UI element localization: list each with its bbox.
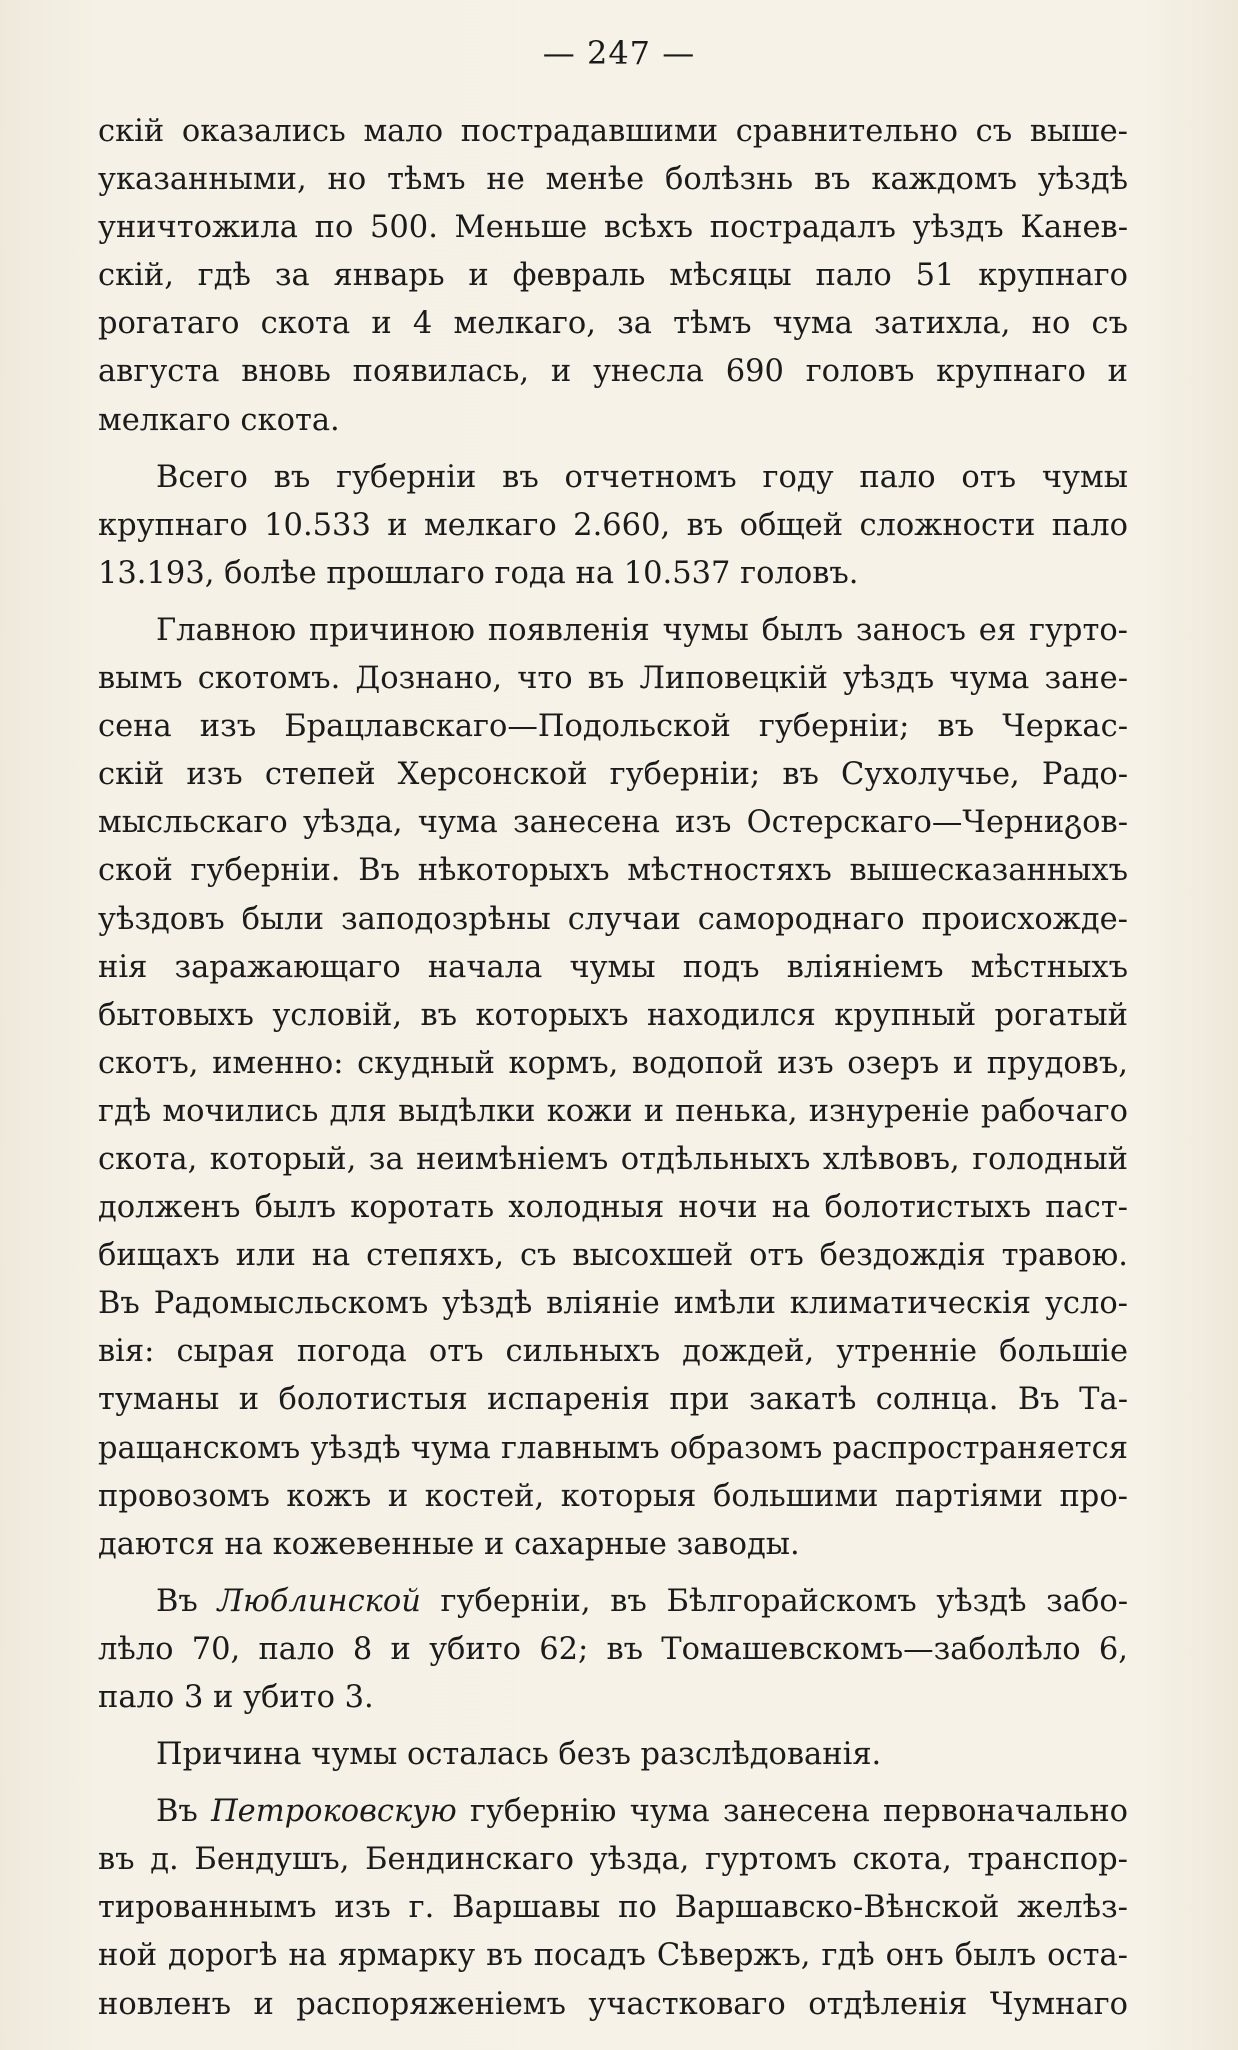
text-line: уѣздовъ были заподозрѣны случаи самороднаго происхожде-	[98, 901, 1128, 937]
text-line: Всего въ губерніи въ отчетномъ году пало отъ чумы	[156, 459, 1128, 495]
text-line: скій, гдѣ за январь и февраль мѣсяцы пало 51 крупнаго	[98, 258, 1128, 294]
text-line: даются на кожевенные и сахарные заводы.	[98, 1526, 800, 1562]
text-line: скій изъ степей Херсонской губерніи; въ Сухолучье, Радо-	[98, 757, 1128, 793]
text-line: долженъ былъ коротать холодныя ночи на болотистыхъ паст-	[98, 1190, 1128, 1226]
text-line: Причина чумы осталась безъ разслѣдованія.	[156, 1737, 882, 1773]
italic-place-name: Люблинской	[217, 1583, 421, 1619]
text-line: Въ Радомысльскомъ уѣздѣ вліяніе имѣли климатическія усло-	[98, 1286, 1128, 1322]
body-text	[98, 108, 1128, 2038]
text-line: въ д. Бендушъ, Бендинскаго уѣзда, гуртомъ скота, транспор-	[98, 1842, 1128, 1878]
text-line: скотъ, именно: скудный кормъ, водопой изъ озеръ и прудовъ,	[98, 1045, 1128, 1081]
paragraph	[98, 1578, 1128, 1722]
paragraph	[98, 454, 1128, 598]
text-line: пало 3 и убито 3.	[98, 1680, 374, 1715]
text-line: августа вновь появилась, и унесла 690 головъ крупнаго и	[98, 354, 1128, 390]
paragraph	[98, 108, 1128, 445]
text-line: ращанскомъ уѣздѣ чума главнымъ образомъ распространяется	[98, 1430, 1128, 1466]
text-line: мысльскаго уѣзда, чума занесена изъ Остерскаго—Черниგов-	[98, 805, 1128, 841]
text-line: указанными, но тѣмъ не менѣе болѣзнь въ каждомъ уѣздѣ	[98, 162, 1128, 198]
paragraph	[98, 1731, 1128, 1779]
text-run: Въ	[156, 1583, 218, 1619]
text-line: рогатаго скота и 4 мелкаго, за тѣмъ чума затихла, но съ	[98, 306, 1128, 342]
text-line: лѣло 70, пало 8 и убито 62; въ Томашевскомъ—заболѣло 6,	[98, 1631, 1128, 1667]
text-line: сена изъ Брацлавскаго—Подольской губерніи; въ Черкас-	[98, 709, 1128, 745]
paragraph	[98, 607, 1128, 1569]
text-run: губерніи, въ Бѣлгорайскомъ уѣздѣ забо-	[420, 1583, 1128, 1619]
text-line: провозомъ кожъ и костей, которыя большими партіями про-	[98, 1478, 1128, 1514]
text-line: скота, который, за неимѣніемъ отдѣльныхъ хлѣвовъ, голодный	[98, 1141, 1128, 1177]
text-line: мелкаго скота.	[98, 402, 340, 438]
text-line	[98, 1578, 1128, 1626]
text-line: Главною причиною появленія чумы былъ заносъ ея гурто-	[156, 612, 1128, 648]
text-line: ной дорогѣ на ярмарку въ посадъ Сѣвержъ, гдѣ онъ былъ оста-	[98, 1938, 1128, 1974]
text-line: уничтожила по 500. Меньше всѣхъ пострадалъ уѣздъ Канев-	[98, 210, 1128, 246]
text-line: тированнымъ изъ г. Варшавы по Варшавско-Вѣнской желѣз-	[98, 1890, 1128, 1926]
text-line: бищахъ или на степяхъ, съ высохшей отъ бездождія травою.	[98, 1238, 1128, 1274]
text-line: крупнаго 10.533 и мелкаго 2.660, въ общей сложности пало	[98, 507, 1128, 543]
text-run: губернію чума занесена первоначально	[456, 1794, 1129, 1830]
text-line	[98, 1788, 1128, 1836]
text-line: вымъ скотомъ. Дознано, что въ Липовецкій уѣздъ чума занe-	[98, 661, 1128, 697]
text-line: туманы и болотистыя испаренія при закатѣ солнца. Въ Та-	[98, 1382, 1128, 1418]
text-line: 13.193, болѣе прошлаго года на 10.537 головъ.	[98, 555, 859, 591]
text-line: вія: сырая погода отъ сильныхъ дождей, утренніе большіе	[98, 1334, 1128, 1370]
text-line: новленъ и распоряженіемъ участковаго отдѣленія Чумнаго	[98, 1986, 1128, 2022]
page-number: — 247 —	[542, 34, 696, 72]
text-line: бытовыхъ условій, въ которыхъ находился крупный рогатый	[98, 997, 1128, 1033]
text-run: Въ	[156, 1794, 212, 1830]
text-line: гдѣ мочились для выдѣлки кожи и пенька, изнуреніе рабочаго	[98, 1093, 1128, 1129]
text-line: нія заражающаго начала чумы подъ вліяніемъ мѣстныхъ	[98, 949, 1128, 985]
paragraph	[98, 1788, 1128, 2028]
italic-place-name: Петроковскую	[211, 1794, 457, 1830]
text-line: скій оказались мало пострадавшими сравнительно съ выше-	[98, 114, 1128, 149]
text-line: ской губерніи. Въ нѣкоторыхъ мѣстностяхъ вышесказанныхъ	[98, 853, 1128, 889]
